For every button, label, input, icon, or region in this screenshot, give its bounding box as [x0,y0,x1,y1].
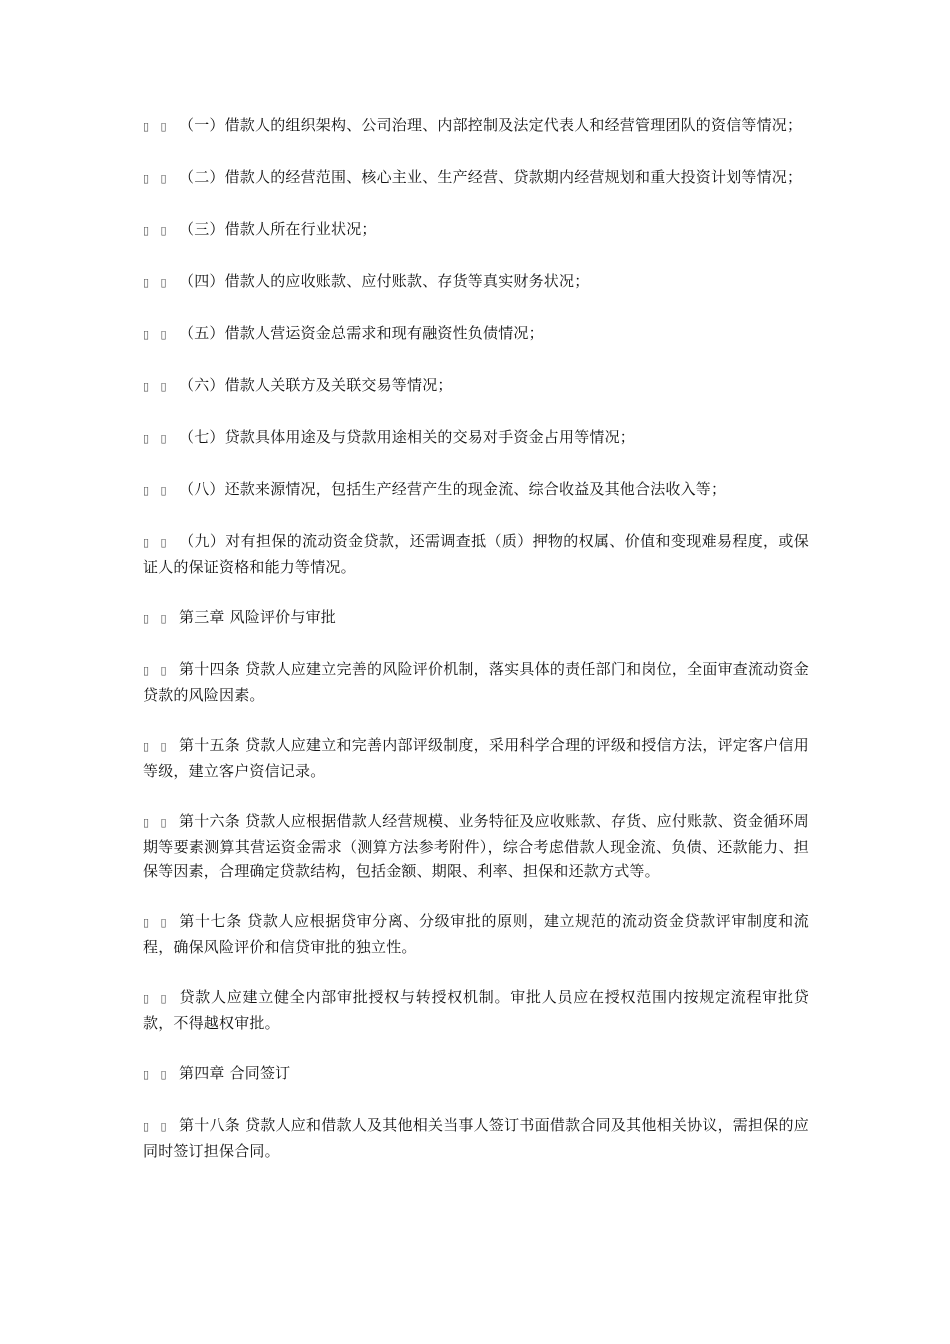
lead-glyphs: ▯ ▯ [143,664,171,677]
lead-glyphs: ▯ ▯ [143,916,171,929]
paragraph-6 [143,373,809,399]
paragraph-text: 第十六条 贷款人应根据借款人经营规模、业务特征及应收账款、存货、应付账款、资金循环周期等要素测算其营运资金需求（测算方法参考附件），综合考虑借款人现金流、负债、还款能力、担保等因素，合理确定贷款结构，包括金额、期限、利率、担保和还款方式等。 [143,812,809,880]
heading-text: 第三章 风险评价与审批 [179,608,336,626]
paragraph-1 [143,113,809,139]
paragraph-text: （一）借款人的组织架构、公司治理、内部控制及法定代表人和经营管理团队的资信等情况； [179,116,803,134]
lead-glyphs: ▯ ▯ [143,1120,171,1133]
chapter-heading [143,1061,809,1087]
article-16 [143,809,809,883]
lead-glyphs: ▯ ▯ [143,172,171,185]
lead-glyphs: ▯ ▯ [143,432,171,445]
chapter-heading [143,605,809,631]
lead-glyphs: ▯ ▯ [143,276,171,289]
paragraph-text: （三）借款人所在行业状况； [179,220,377,238]
paragraph-text: （五）借款人营运资金总需求和现有融资性负债情况； [179,324,544,342]
article-15 [143,733,809,783]
paragraph-text: （九）对有担保的流动资金贷款，还需调查抵（质）押物的权属、价值和变现难易程度，或保证人的保证资格和能力等情况。 [143,532,809,576]
paragraph-8 [143,477,809,503]
paragraph-text: （八）还款来源情况，包括生产经营产生的现金流、综合收益及其他合法收入等； [179,480,727,498]
lead-glyphs: ▯ ▯ [143,740,171,753]
paragraph-text: 贷款人应建立健全内部审批授权与转授权机制。审批人员应在授权范围内按规定流程审批贷款，不得越权审批。 [143,988,809,1032]
lead-glyphs: ▯ ▯ [143,484,171,497]
paragraph-9 [143,529,809,579]
lead-glyphs: ▯ ▯ [143,816,171,829]
paragraph-2 [143,165,809,191]
article-14 [143,657,809,707]
paragraph-text: （四）借款人的应收账款、应付账款、存货等真实财务状况； [179,272,590,290]
paragraph-text: 第十四条 贷款人应建立完善的风险评价机制，落实具体的责任部门和岗位，全面审查流动资金贷款的风险因素。 [143,660,809,704]
paragraph-text: （六）借款人关联方及关联交易等情况； [179,376,453,394]
article-18 [143,1113,809,1163]
paragraph-7 [143,425,809,451]
paragraph-text: 第十七条 贷款人应根据贷审分离、分级审批的原则，建立规范的流动资金贷款评审制度和流程，确保风险评价和信贷审批的独立性。 [143,912,809,956]
lead-glyphs: ▯ ▯ [143,1068,171,1081]
paragraph-text: （七）贷款具体用途及与贷款用途相关的交易对手资金占用等情况； [179,428,636,446]
paragraph-text: 第十八条 贷款人应和借款人及其他相关当事人签订书面借款合同及其他相关协议，需担保的应同时签订担保合同。 [143,1116,809,1160]
lead-glyphs: ▯ ▯ [143,224,171,237]
lead-glyphs: ▯ ▯ [143,992,171,1005]
heading-text: 第四章 合同签订 [179,1064,291,1082]
paragraph-text: （二）借款人的经营范围、核心主业、生产经营、贷款期内经营规划和重大投资计划等情况； [179,168,803,186]
lead-glyphs: ▯ ▯ [143,380,171,393]
document-body [143,113,809,1189]
article-17 [143,909,809,959]
article-17-continued [143,985,809,1035]
paragraph-4 [143,269,809,295]
paragraph-3 [143,217,809,243]
lead-glyphs: ▯ ▯ [143,328,171,341]
lead-glyphs: ▯ ▯ [143,536,171,549]
paragraph-5 [143,321,809,347]
paragraph-text: 第十五条 贷款人应建立和完善内部评级制度，采用科学合理的评级和授信方法，评定客户信用等级，建立客户资信记录。 [143,736,809,780]
lead-glyphs: ▯ ▯ [143,612,171,625]
lead-glyphs: ▯ ▯ [143,120,171,133]
